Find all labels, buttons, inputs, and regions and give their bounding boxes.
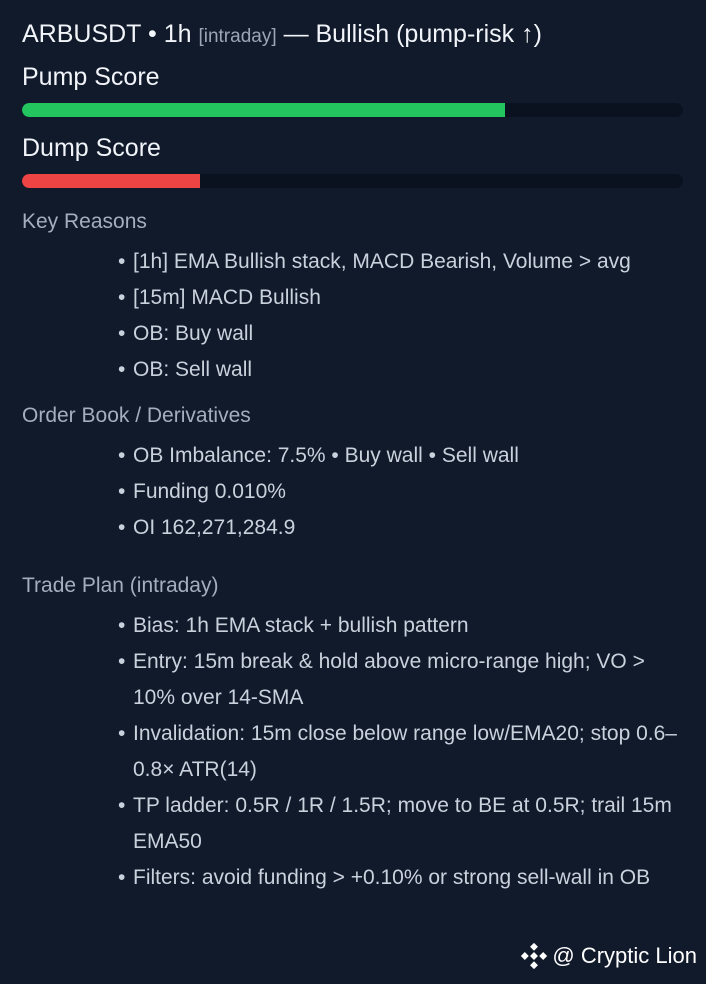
title-separator: •: [147, 20, 157, 48]
list-item: • Filters: avoid funding > +0.10% or strong sell-wall in OB: [118, 860, 684, 896]
list-item: • Invalidation: 15m close below range low/EMA20; stop 0.6–0.8× ATR(14): [118, 716, 684, 788]
key-reasons-list: [22, 244, 684, 388]
list-item: • Entry: 15m break & hold above micro-range high; VO > 10% over 14-SMA: [118, 644, 684, 716]
dump-score-fill: [22, 174, 200, 188]
key-reasons-title: Key Reasons: [22, 210, 147, 233]
list-item: • OB Imbalance: 7.5% • Buy wall • Sell wall: [118, 438, 684, 474]
binance-icon: [520, 942, 548, 970]
dump-score-bar: [22, 174, 683, 188]
pump-score-label: Pump Score: [22, 63, 160, 91]
dump-score-label: Dump Score: [22, 134, 161, 162]
list-item: • OB: Sell wall: [118, 352, 684, 388]
mode-tag: [intraday]: [198, 26, 277, 47]
trade-plan-title: Trade Plan (intraday): [22, 574, 219, 597]
list-item: • Bias: 1h EMA stack + bullish pattern: [118, 608, 684, 644]
verdict: — Bullish (pump-risk ↑): [283, 20, 542, 48]
symbol: ARBUSDT: [22, 20, 142, 48]
pump-score-bar: [22, 103, 683, 117]
list-item: • Funding 0.010%: [118, 474, 684, 510]
order-book-title: Order Book / Derivatives: [22, 404, 251, 427]
list-item: • [15m] MACD Bullish: [118, 280, 684, 316]
list-item: • TP ladder: 0.5R / 1R / 1.5R; move to BE at 0.5R; trail 15m EMA50: [118, 788, 684, 860]
trade-plan-list: [22, 608, 684, 896]
watermark-text: @ Cryptic Lion: [552, 943, 697, 968]
list-item: • OI 162,271,284.9: [118, 510, 684, 546]
timeframe: 1h: [163, 20, 192, 48]
order-book-list: [22, 438, 684, 546]
pump-score-fill: [22, 103, 505, 117]
list-item: • OB: Buy wall: [118, 316, 684, 352]
header-title: [22, 18, 684, 53]
watermark: [520, 942, 697, 970]
list-item: • [1h] EMA Bullish stack, MACD Bearish, Volume > avg: [118, 244, 684, 280]
